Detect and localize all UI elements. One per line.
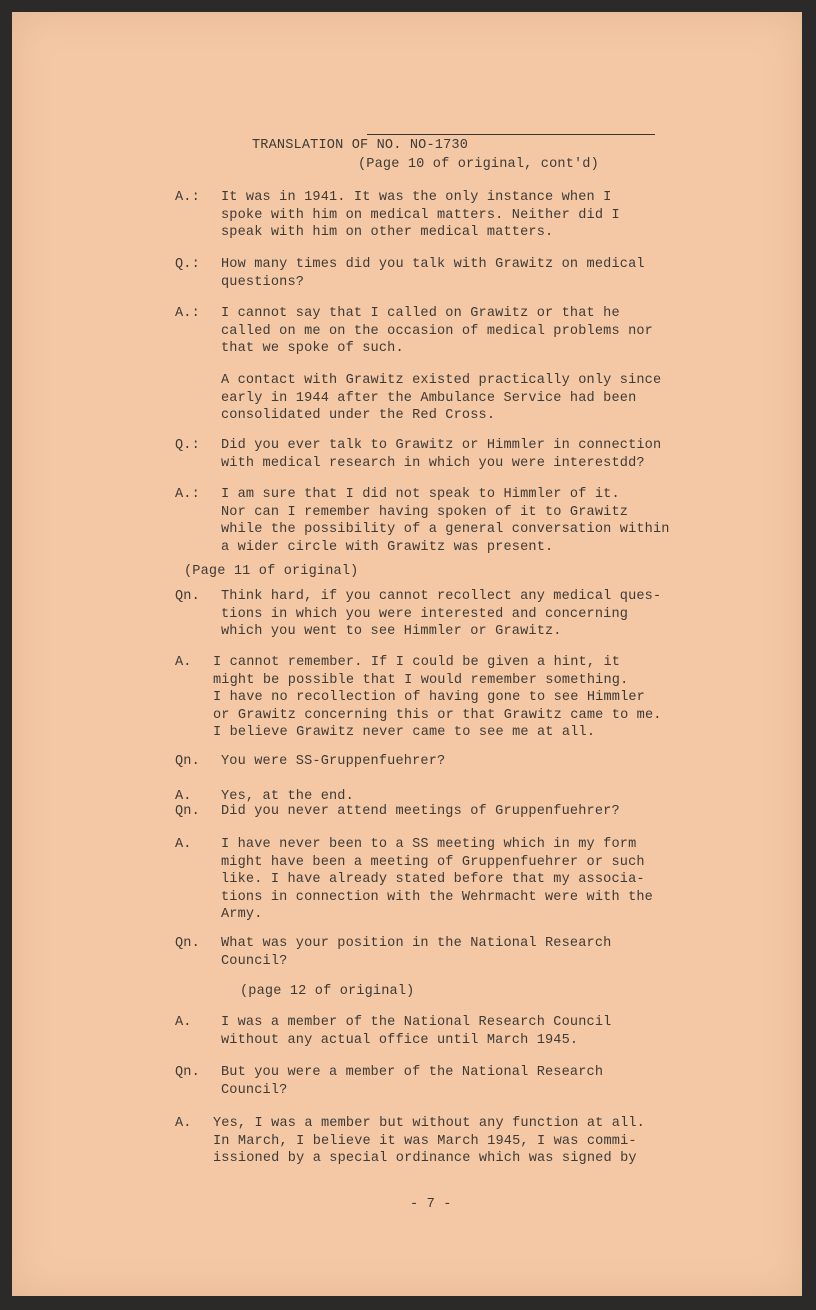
text-line: might be possible that I would remember something. xyxy=(213,672,629,688)
answer-text xyxy=(221,588,661,641)
text-line: I have no recollection of having gone to see Himmler xyxy=(213,690,645,705)
text-line: Think hard, if you cannot recollect any medical ques- xyxy=(221,589,662,604)
text-line: Council? xyxy=(221,953,288,969)
text-line: tions in connection with the Wehrmacht were with the xyxy=(221,889,653,905)
text-line: It was in 1941. It was the only instance when I xyxy=(221,190,612,205)
text-line: Yes, at the end. xyxy=(221,789,354,804)
speaker-label: Qn. xyxy=(175,754,200,769)
speaker-label: Qn. xyxy=(175,589,200,604)
text-line: tions in which you were interested and concerning xyxy=(221,606,629,622)
speaker-label: A. xyxy=(175,1015,192,1030)
text-line: Did you ever talk to Grawitz or Himmler in connection xyxy=(221,438,662,453)
text-line: I am sure that I did not speak to Himmler of it. xyxy=(221,487,620,502)
text-line: In March, I believe it was March 1945, I was commi- xyxy=(213,1133,637,1149)
answer-text xyxy=(221,753,445,771)
text-line: I was a member of the National Research Council xyxy=(221,1015,612,1030)
answer-text xyxy=(213,654,662,742)
text-line: Council? xyxy=(221,1082,288,1098)
answer-text xyxy=(221,836,653,924)
text-line: that we spoke of such. xyxy=(221,341,404,356)
text-line: early in 1944 after the Ambulance Service had been xyxy=(221,390,637,406)
text-line: Nor can I remember having spoken of it to Grawitz xyxy=(221,504,629,520)
page-number: - 7 - xyxy=(410,1197,452,1212)
answer-text xyxy=(221,803,620,821)
text-line: How many times did you talk with Grawitz on medical xyxy=(221,257,645,272)
text-line: I believe Grawitz never came to see me at all. xyxy=(213,725,596,740)
text-line: might have been a meeting of Gruppenfuehrer or such xyxy=(221,854,645,870)
answer-text xyxy=(221,256,645,291)
text-line: like. I have already stated before that my associa- xyxy=(221,872,645,887)
answer-text xyxy=(221,486,670,556)
answer-text xyxy=(221,1014,611,1049)
page-note-text: (page 12 of original) xyxy=(240,984,415,999)
answer-text xyxy=(221,189,620,242)
text-line: consolidated under the Red Cross. xyxy=(221,408,496,423)
text-line: You were SS-Gruppenfuehrer? xyxy=(221,754,446,769)
header-rule xyxy=(367,134,655,135)
speaker-label: A. xyxy=(175,837,192,852)
text-line: I have never been to a SS meeting which in my form xyxy=(221,837,637,852)
speaker-label: Qn. xyxy=(175,804,200,819)
speaker-label: A. xyxy=(175,1116,192,1131)
text-line: Army. xyxy=(221,907,263,922)
answer-text xyxy=(221,935,611,970)
text-line: speak with him on other medical matters. xyxy=(221,225,554,240)
speaker-label: Q.: xyxy=(175,438,200,453)
text-line: A contact with Grawitz existed practically only since xyxy=(221,373,662,388)
speaker-label: A.: xyxy=(175,306,200,321)
text-line: without any actual office until March 1945. xyxy=(221,1032,579,1048)
text-line: or Grawitz concerning this or that Grawitz came to me. xyxy=(213,707,662,723)
speaker-label: A.: xyxy=(175,190,200,205)
speaker-label: Qn. xyxy=(175,936,200,951)
text-line: I cannot say that I called on Grawitz or that he xyxy=(221,306,620,321)
speaker-label: Q.: xyxy=(175,257,200,272)
speaker-label: Qn. xyxy=(175,1065,200,1080)
answer-text xyxy=(213,1115,645,1168)
answer-text xyxy=(221,305,653,358)
page-reference: (Page 10 of original, cont'd) xyxy=(358,157,599,172)
text-line: Did you never attend meetings of Gruppenfuehrer? xyxy=(221,804,620,819)
text-line: while the possibility of a general conversation within xyxy=(221,522,670,537)
speaker-label: A.: xyxy=(175,487,200,502)
text-line: called on me on the occasion of medical problems nor xyxy=(221,323,653,339)
answer-text xyxy=(221,1064,603,1099)
text-line: Yes, I was a member but without any function at all. xyxy=(213,1116,645,1131)
text-line: a wider circle with Grawitz was present. xyxy=(221,539,554,555)
text-line: What was your position in the National Research xyxy=(221,936,612,951)
text-line: which you went to see Himmler or Grawitz. xyxy=(221,624,562,639)
text-line: issioned by a special ordinance which was signed by xyxy=(213,1151,637,1166)
text-line: spoke with him on medical matters. Neither did I xyxy=(221,207,620,223)
text-line: with medical research in which you were interestdd? xyxy=(221,455,645,471)
answer-text xyxy=(221,372,661,425)
text-line: questions? xyxy=(221,274,305,290)
text-line: I cannot remember. If I could be given a hint, it xyxy=(213,655,621,670)
speaker-label: A. xyxy=(175,655,192,670)
text-line: But you were a member of the National Research xyxy=(221,1065,604,1080)
speaker-label: A. xyxy=(175,789,192,804)
document-title: TRANSLATION OF NO. NO-1730 xyxy=(252,138,468,153)
answer-text xyxy=(221,437,661,472)
page-note-text: (Page 11 of original) xyxy=(184,564,359,579)
